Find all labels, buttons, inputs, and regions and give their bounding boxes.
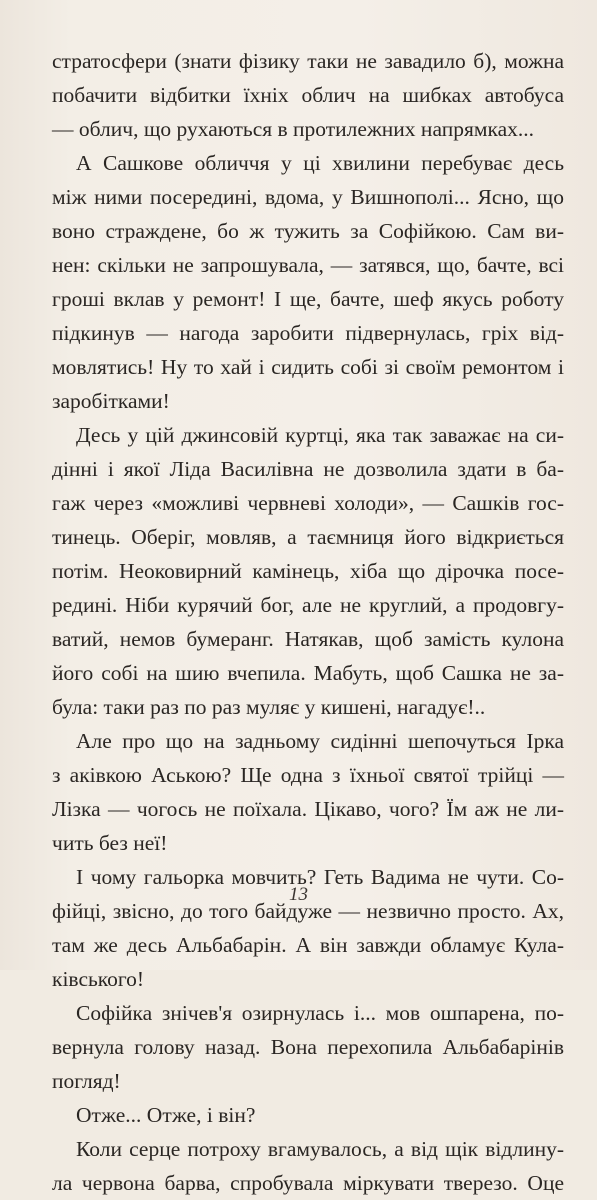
paragraph — [52, 418, 564, 724]
text-line: мовлятись! Ну то хай і сидить собі зі своїм ремонтом і — [52, 355, 564, 379]
text-line: погляд! — [52, 1069, 121, 1093]
text-line: його собі на шию вчепила. Мабуть, щоб Сашка не за- — [52, 661, 564, 685]
text-line: А Сашкове обличчя у ці хвилини перебуває десь — [76, 151, 564, 175]
text-line: — облич, що рухаються в протилежних напрямках... — [52, 117, 534, 141]
text-line: була: таки раз по раз муляє у кишені, нагадує!.. — [52, 695, 486, 719]
text-line: заробітками! — [52, 389, 170, 413]
text-line: І чому гальорка мовчить? Геть Вадима не чути. Со- — [76, 865, 564, 889]
text-line: гроші вклав у ремонт! І ще, бачте, шеф якусь роботу — [52, 287, 564, 311]
text-line: Отже... Отже, і він? — [76, 1103, 256, 1127]
text-line: гаж через «можливі червневі холоди», — Сашків гос- — [52, 491, 564, 515]
text-line: ватий, немов бумеранг. Натякав, щоб замість кулона — [52, 627, 564, 651]
text-line: Софійка знічев'я озирнулась і... мов ошпарена, по- — [76, 1001, 564, 1025]
text-line: побачити відбитки їхніх облич на шибках автобуса — [52, 83, 564, 107]
text-line: фійці, звісно, до того байдуже — незвично просто. Ах, — [52, 899, 564, 923]
body-text — [52, 44, 564, 1200]
paragraph — [52, 724, 564, 860]
text-line: ла червона барва, спробувала міркувати тверезо. Оце — [52, 1171, 564, 1195]
text-line: Коли серце потроху вгамувалось, а від щік відлину- — [76, 1137, 564, 1161]
text-line: нен: скільки не запрошувала, — затявся, що, бачте, всі — [52, 253, 564, 277]
text-line: вернула голову назад. Вона перехопила Альбабарінів — [52, 1035, 564, 1059]
paragraph — [52, 44, 564, 146]
text-line: воно страждене, бо ж тужить за Софійкою. Сам ви- — [52, 219, 564, 243]
text-line: ківського! — [52, 967, 145, 991]
text-line: потім. Неоковирний камінець, хіба що дірочка посе- — [52, 559, 564, 583]
text-line: Десь у цій джинсовій куртці, яка так заважає на си- — [76, 423, 564, 447]
paragraph — [52, 860, 564, 996]
paragraph — [52, 1098, 564, 1132]
text-line: редині. Ніби курячий бог, але не круглий, а продовгу- — [52, 593, 564, 617]
text-line: підкинув — нагода заробити підвернулась, гріх від- — [52, 321, 564, 345]
text-line: Лізка — чогось не поїхала. Цікаво, чого? Їм аж не ли- — [52, 797, 564, 821]
text-line: чить без неї! — [52, 831, 168, 855]
text-line: там же десь Альбабарін. А він завжди обламує Кула- — [52, 933, 564, 957]
paragraph — [52, 996, 564, 1098]
page-number: 13 — [289, 884, 308, 905]
paragraph — [52, 1132, 564, 1200]
text-line: Але про що на задньому сидінні шепочуться Ірка — [76, 729, 564, 753]
text-line: дінні і якої Ліда Василівна не дозволила здати в ба- — [52, 457, 564, 481]
text-line: тинець. Оберіг, мовляв, а таємниця його відкриється — [52, 525, 564, 549]
paragraph — [52, 146, 564, 418]
text-line: стратосфери (знати фізику таки не завадило б), можна — [52, 49, 564, 73]
text-line: між ними посередині, вдома, у Вишнополі... Ясно, що — [52, 185, 564, 209]
text-line: з аківкою Аською? Ще одна з їхньої святої трійці — — [52, 763, 564, 787]
